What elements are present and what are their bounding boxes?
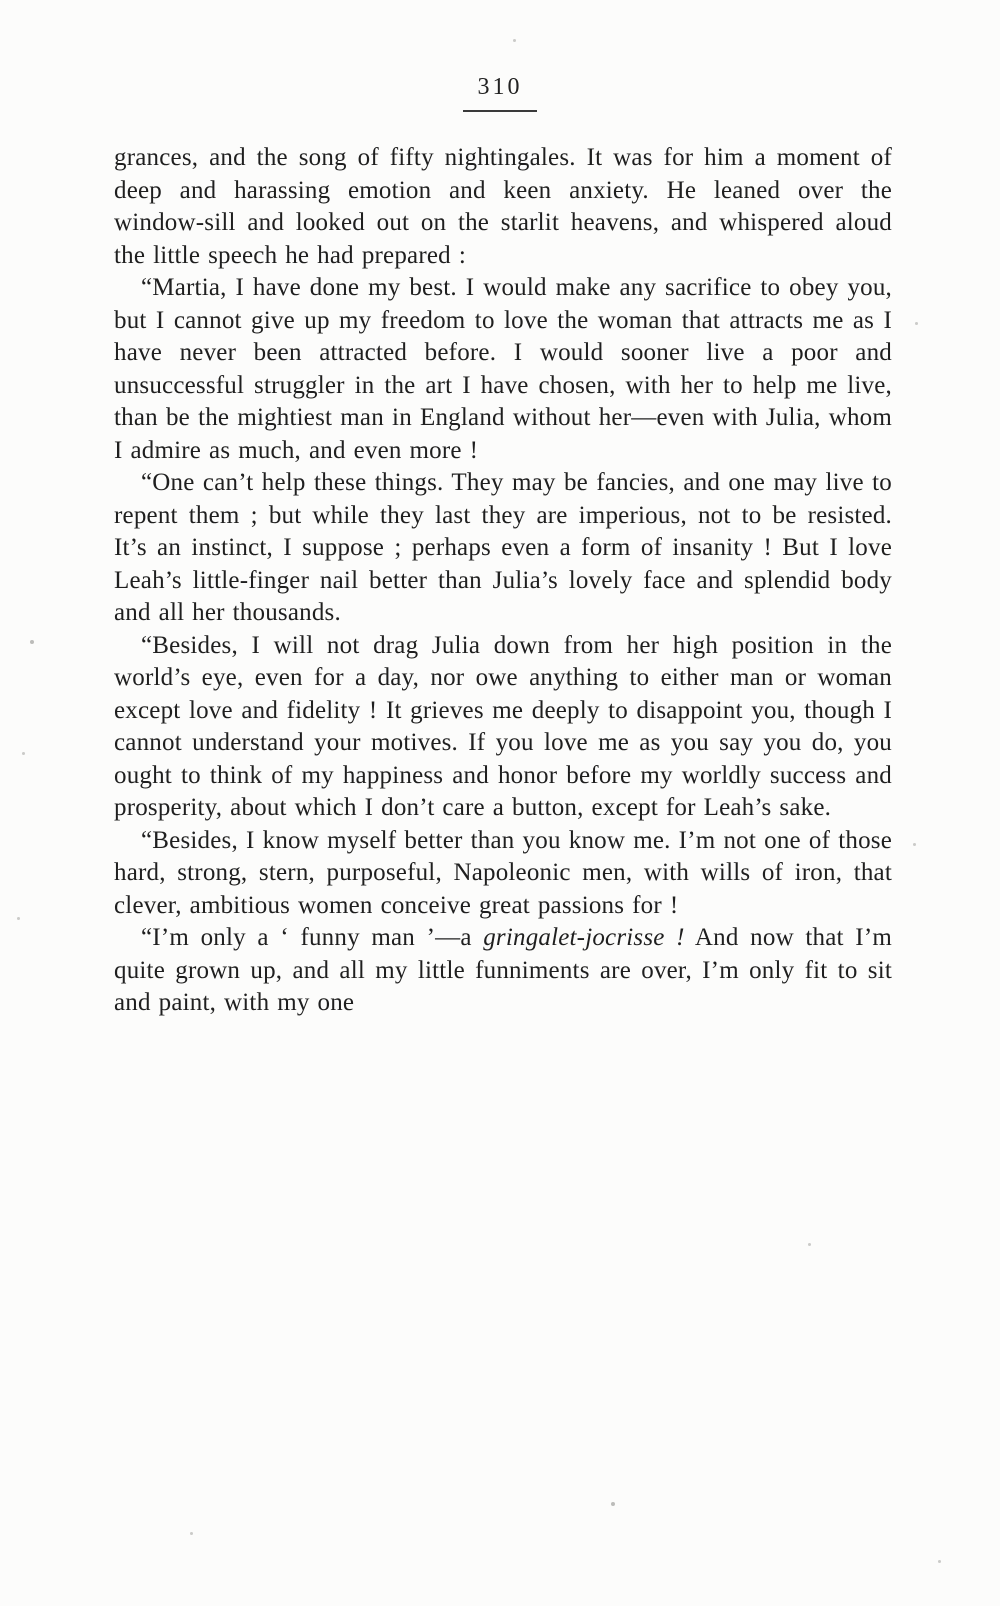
scan-speckle (17, 917, 20, 920)
scan-speckle (913, 843, 916, 846)
page-number-rule (463, 110, 537, 112)
page-text (114, 142, 892, 1020)
scan-speckle (513, 39, 516, 42)
paragraph-3: “One can’t help these things. They may be fancies, and one may live to repent them ; but while they last they are imperious, not to be resisted. It’s an instinct, I suppose ; perhaps even a form of insanity ! But I love Leah’s little-finger nail better than Julia’s lovely face and splendid body and all her thousands. (114, 469, 892, 626)
scan-speckle (22, 752, 25, 755)
paragraph-6-lead: “I’m only a ‘ funny man ’—a (141, 924, 484, 951)
paragraph-6-tail: And now that I’m quite grown up, and all my little funniments are over, I’m only fit to sit and paint, with my one (114, 924, 892, 1016)
scan-speckle (808, 1243, 811, 1246)
scan-speckle (915, 322, 918, 325)
scan-speckle (190, 1532, 193, 1535)
foreign-phrase-italic: gringalet-jocrisse ! (483, 924, 685, 951)
scan-speckle (938, 1560, 941, 1563)
paragraph-1: grances, and the song of fifty nightingales. It was for him a moment of deep and harassing emotion and keen anxiety. He leaned over the window-sill and looked out on the starlit heavens, and whispered aloud the little speech he had prepared : (114, 144, 892, 269)
scan-speckle (30, 640, 34, 644)
scan-speckle (611, 1502, 615, 1506)
paragraph-2: “Martia, I have done my best. I would make any sacrifice to obey you, but I cannot give up my freedom to love the woman that attracts me as I have never been attracted before. I would sooner live a poor and unsuccessful struggler in the art I have chosen, with her to help me live, than be the mightiest man in England without her—even with Julia, whom I admire as much, and even more ! (114, 274, 892, 464)
page-number: 310 (477, 74, 523, 100)
paragraph-4: “Besides, I will not drag Julia down from her high position in the world’s eye, even for a day, nor owe anything to either man or woman except love and fidelity ! It grieves me deeply to disappoint you, though I cannot understand your motives. If you love me as you say you do, you ought to think of my happiness and honor before my worldly success and prosperity, about which I don’t care a button, except for Leah’s sake. (114, 631, 892, 821)
paragraph-6 (114, 922, 892, 1020)
paragraph-5: “Besides, I know myself better than you know me. I’m not one of those hard, strong, stern, purposeful, Napoleonic men, with wills of iron, that clever, ambitious women conceive great passions for ! (114, 826, 892, 919)
